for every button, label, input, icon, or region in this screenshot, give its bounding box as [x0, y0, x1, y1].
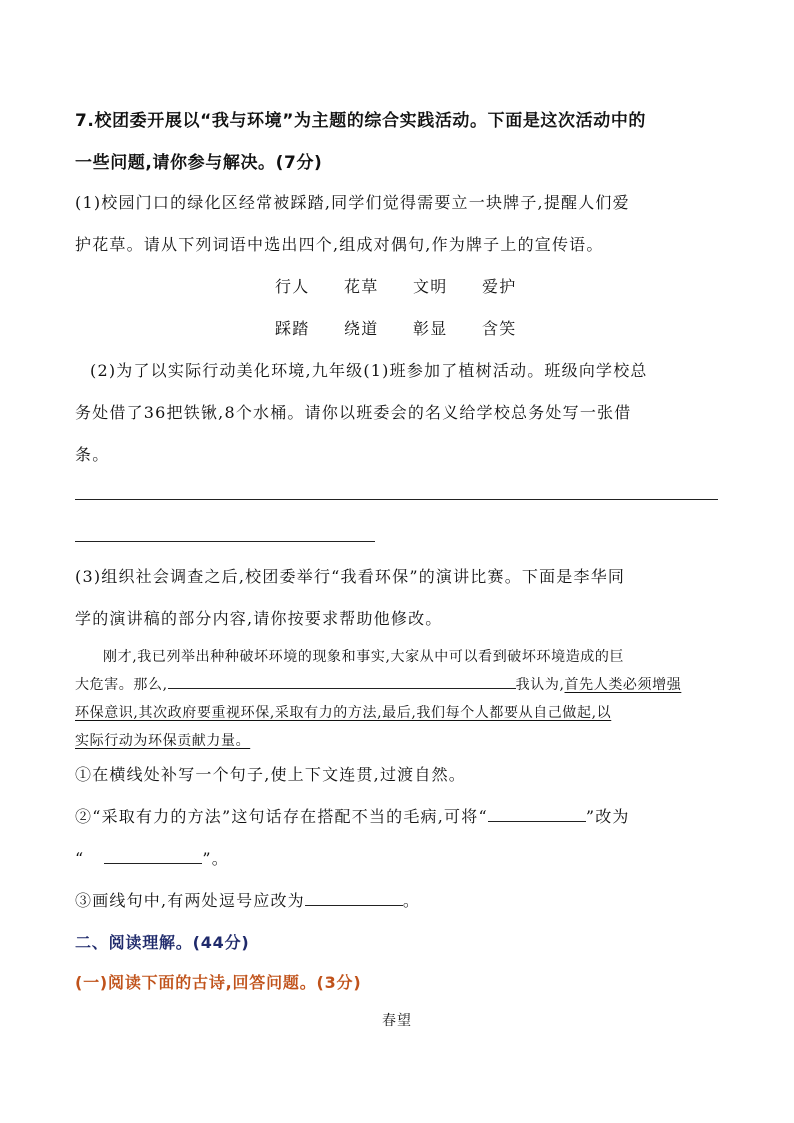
- fill-blank[interactable]: [488, 807, 586, 822]
- part-2-line-1: (2)为了以实际行动美化环境,九年级(1)班参加了植树活动。班级向学校总: [90, 361, 648, 380]
- sub-question-2-text: ②“采取有力的方法”这句话存在搭配不当的毛病,可将“: [75, 807, 488, 826]
- word-bank-item: 爱护: [482, 277, 517, 296]
- fill-blank[interactable]: [104, 849, 202, 864]
- sub-question-2: [75, 804, 630, 827]
- speech-text: 我认为,: [515, 677, 565, 693]
- part-3-line-2: 学的演讲稿的部分内容,请你按要求帮助他修改。: [75, 609, 443, 628]
- answer-line[interactable]: [75, 541, 375, 542]
- question-7-line-1: 7.校团委开展以“我与环境”为主题的综合实践活动。下面是这次活动中的: [75, 111, 647, 131]
- section-heading: 二、阅读理解。(44分): [75, 933, 250, 952]
- part-2-line-2: 务处借了36把铁锹,8个水桶。请你以班委会的名义给学校总务处写一张借: [75, 403, 632, 422]
- word-bank-item: 绕道: [344, 319, 379, 338]
- part-3-line-1: (3)组织社会调查之后,校团委举行“我看环保”的演讲比赛。下面是李华同: [75, 567, 626, 586]
- sub-question-3: [75, 888, 420, 911]
- word-bank-item: 彰显: [413, 319, 448, 338]
- word-bank-item: 踩踏: [275, 319, 310, 338]
- word-bank-item: 含笑: [482, 319, 517, 338]
- word-bank-item: 文明: [413, 277, 448, 296]
- part-1-line-2: 护花草。请从下列词语中选出四个,组成对偶句,作为牌子上的宣传语。: [75, 235, 604, 254]
- subsection-heading: (一)阅读下面的古诗,回答问题。(3分): [75, 973, 362, 992]
- part-2-line-3: 条。: [75, 445, 110, 464]
- speech-text: 大危害。那么,: [75, 677, 168, 693]
- word-bank-item: 花草: [344, 277, 379, 296]
- underlined-sentence: 实际行动为环保贡献力量。: [75, 733, 251, 749]
- sub-question-2-text: ”改为: [585, 807, 630, 826]
- underlined-sentence: 环保意识,其次政府要重视环保,采取有力的方法,最后,我们每个人都要从自己做起,以: [75, 705, 612, 721]
- question-7-line-2: 一些问题,请你参与解决。(7分): [75, 153, 323, 173]
- speech-blank[interactable]: [168, 674, 516, 689]
- word-bank-item: 行人: [275, 277, 310, 296]
- sub-question-2-text: ”。: [202, 849, 229, 868]
- sub-question-3-text: 。: [402, 891, 421, 910]
- sub-question-1: ①在横线处补写一个句子,使上下文连贯,过渡自然。: [75, 765, 466, 784]
- sub-question-2-text: “: [75, 849, 85, 868]
- speech-line-2: [75, 674, 681, 694]
- poem-title: 春望: [382, 1013, 412, 1029]
- fill-blank[interactable]: [305, 891, 403, 906]
- sub-question-2-continued: [75, 846, 229, 869]
- sub-question-3-text: ③画线句中,有两处逗号应改为: [75, 891, 305, 910]
- answer-line[interactable]: [75, 499, 718, 500]
- speech-line-1: 刚才,我已列举出种种破坏环境的现象和事实,大家从中可以看到破坏环境造成的巨: [103, 649, 625, 665]
- underlined-sentence: 首先人类必须增强: [564, 677, 682, 693]
- part-1-line-1: (1)校园门口的绿化区经常被踩踏,同学们觉得需要立一块牌子,提醒人们爱: [75, 193, 630, 212]
